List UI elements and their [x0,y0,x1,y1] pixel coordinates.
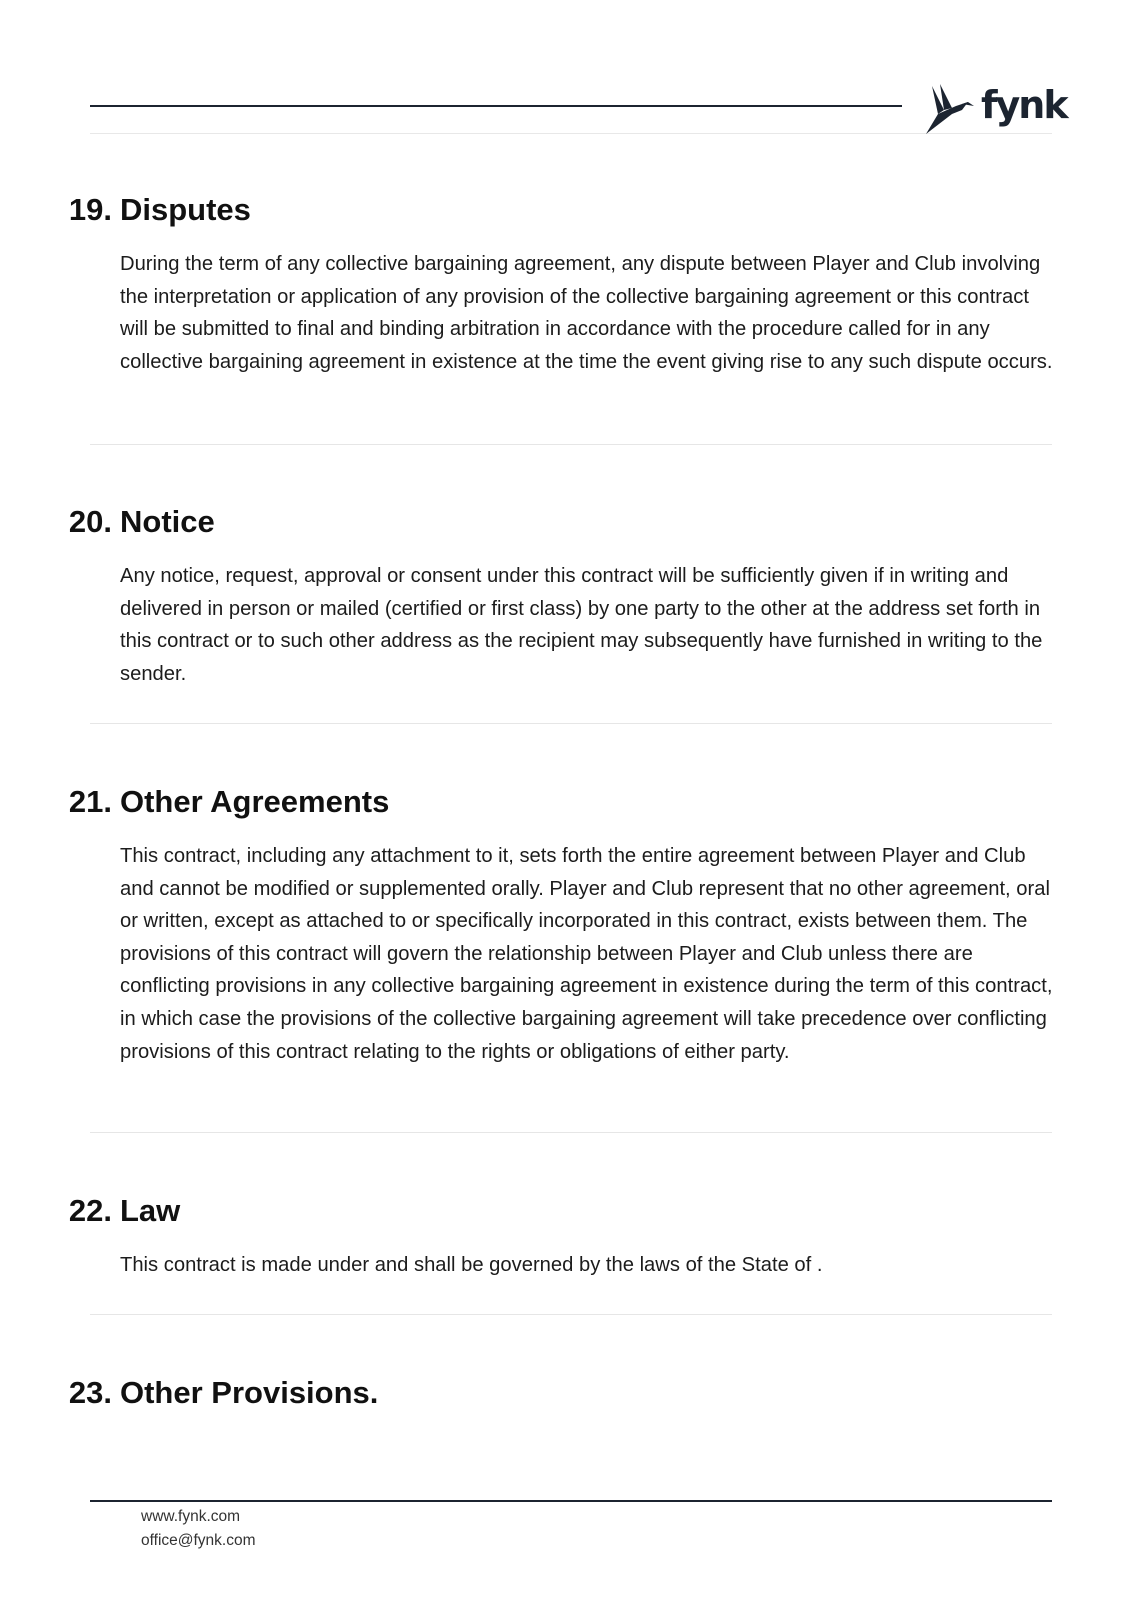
section-body: Any notice, request, approval or consent under this contract will be sufficiently given if in writing and delivered in person or mailed (certified or first class) by one party to the other at the address set forth in this contract or to such other address as the recipient may subsequently have furnished in writing to the sender. [120,565,1043,685]
section-title: Law [120,1193,181,1228]
section-divider [90,1132,1052,1133]
section-title: Other Agreements [120,784,390,819]
section-divider [90,723,1052,724]
header-rule [90,105,902,107]
section-heading [0,1191,1131,1231]
fynk-logo [924,80,1067,138]
section-heading [0,1373,1131,1413]
bird-icon [924,80,980,136]
section-title: Other Provisions. [120,1375,379,1410]
section-heading [0,190,1131,230]
section-title: Disputes [120,192,251,227]
logo-wordmark: fynk [981,83,1067,127]
section-body: During the term of any collective bargaining agreement, any dispute between Player and Club involving the interpretation or application of any provision of the collective bargaining agreement or this contract will be submitted to final and binding arbitration in accordance with the procedure called for in any collective bargaining agreement in existence at the time the event giving rise to any such dispute occurs. [120,253,1053,373]
footer-email-link[interactable]: office@fynk.com [141,1532,256,1549]
footer-website-link[interactable]: www.fynk.com [141,1508,241,1525]
section-title: Notice [120,504,215,539]
page-header [0,0,1131,140]
section-number: 20. [68,504,112,539]
section-number: 19. [68,192,112,227]
footer-rule [90,1500,1052,1502]
section-body: This contract is made under and shall be governed by the laws of the State of . [120,1254,823,1276]
section-body: This contract, including any attachment to it, sets forth the entire agreement between Player and Club and cannot be modified or supplemented orally. Player and Club represent that no other agreement, oral or written, except as attached to or specifically incorporated in this contract, exists between them. The provisions of this contract will govern the relationship between Player and Club unless there are conflicting provisions in any collective bargaining agreement in existence during the term of this contract, in which case the provisions of the collective bargaining agreement will take precedence over conflicting provisions of this contract relating to the rights or obligations of either party. [120,845,1053,1063]
section-number: 23. [68,1375,112,1410]
section-heading [0,782,1131,822]
section-heading [0,502,1131,542]
section-divider [90,444,1052,445]
header-divider [90,133,1052,134]
section-number: 21. [68,784,112,819]
section-number: 22. [68,1193,112,1228]
section-divider [90,1314,1052,1315]
